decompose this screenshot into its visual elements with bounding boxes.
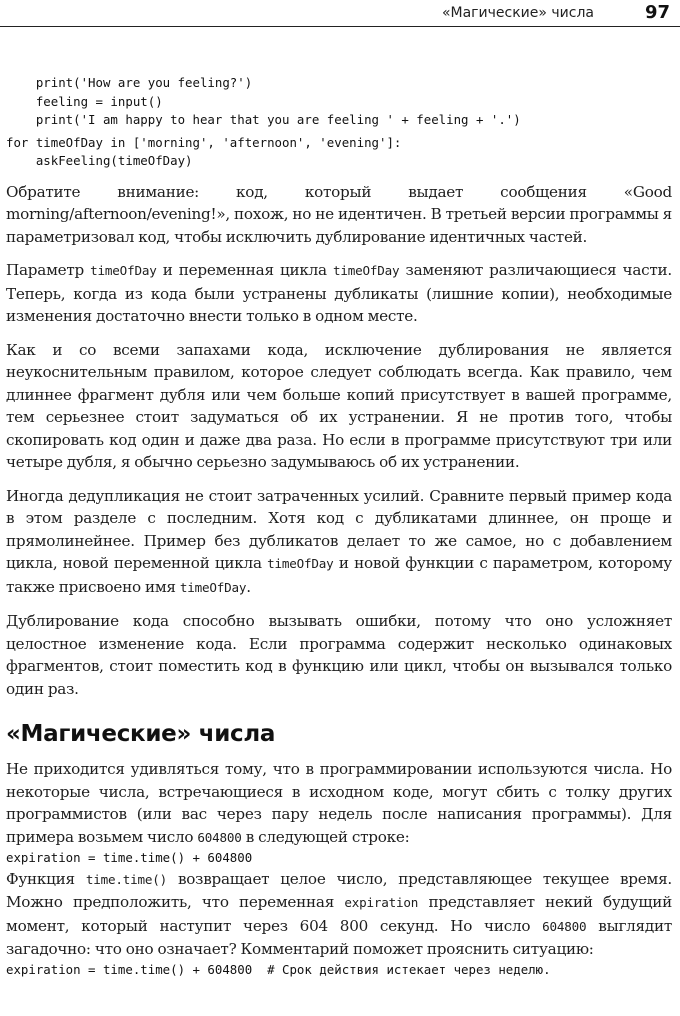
code-line: askFeeling(timeOfDay) xyxy=(6,153,193,168)
text-run: Не приходится удивляться тому, что в программировании используются числа. Но некоторые числа, встречающиеся в исходном коде, могут сбить с толку других программистов (или вас через пару недель после написания программы). Для примера возьмем число xyxy=(6,760,672,846)
code-block-function-body xyxy=(6,74,672,130)
code-line: feeling = input() xyxy=(6,93,163,109)
text-run: возвращает целое число, представляющее текущее время. Можно предположить, что переменная xyxy=(6,869,672,911)
inline-code: expiration xyxy=(344,895,419,910)
code-line: print('How are you feeling?') xyxy=(6,75,253,90)
section-heading: «Магические» числа xyxy=(6,721,276,747)
paragraph-parameter xyxy=(6,259,672,328)
paragraph-duplication-note: Обратите внимание: код, который выдает сообщения «Good morning/afternoon/evening!», похож, но не идентичен. В третьей версии программы я параметризовал код, чтобы исключить дублирование идентичных частей. xyxy=(6,182,672,246)
code-line-expiration-commented: expiration = time.time() + 604800 # Срок действия истекает через неделю. xyxy=(6,961,551,977)
paragraph-time-function xyxy=(6,868,672,961)
inline-code: timeOfDay xyxy=(332,263,400,278)
inline-code: 604800 xyxy=(542,918,587,934)
code-line: print('I am happy to hear that you are feeling ' + feeling + '.') xyxy=(6,112,521,127)
text-run: в следующей строке: xyxy=(241,827,410,846)
text-run: Иногда дедупликация не стоит затраченных усилий. Сравните первый пример кода в этом разделе с последним. Хотя код с дубликатами длиннее, он проще и прямолинейнее. Пример без дубликатов делает то же самое, но с добавлением цикла, новой переменной цикла xyxy=(6,486,672,572)
text-run: и новой функции с параметром, которому также присвоено имя xyxy=(6,554,672,596)
inline-code: time.time() xyxy=(85,871,168,887)
page-number: 97 xyxy=(644,2,670,23)
inline-code: timeOfDay xyxy=(90,263,157,278)
paragraph-deduplication xyxy=(6,485,672,600)
text-run: представляет некий будущий момент, который наступит через 604 800 секунд. Но число xyxy=(6,893,672,935)
code-line: for timeOfDay in ['morning', 'afternoon', 'evening']: xyxy=(6,134,402,150)
text-run: выглядит загадочно: что оно означает? Комментарий поможет прояснить ситуацию: xyxy=(6,916,672,958)
text-run: и переменная цикла xyxy=(156,261,333,279)
text-run: Параметр xyxy=(6,261,91,279)
text-run: . xyxy=(246,577,251,596)
running-title: «Магические» числа xyxy=(441,5,594,21)
page-header xyxy=(0,0,680,28)
code-line-expiration: expiration = time.time() + 604800 xyxy=(6,850,253,865)
code-block-loop xyxy=(6,134,672,171)
inline-code: timeOfDay xyxy=(267,556,334,571)
text-run: Функция xyxy=(6,869,86,888)
paragraph-code-smells: Как и со всеми запахами кода, исключение дублирования не является неукоснительным правилом, которое следует соблюдать всегда. Как правило, чем длиннее фрагмент дубля или чем больше копий присутствует в вашей программе, тем серьезнее стоит задуматься об их устранении. Я не против того, чтобы скопировать код один и даже два раза. Но если в программе присутствуют три или четыре дубля, я обычно серьезно задумываюсь об их устранении. xyxy=(6,340,672,471)
header-rule xyxy=(0,26,680,27)
text-run: заменяют различающиеся части. Теперь, когда из кода были устранены дубликаты (лишние копии), необходимые изменения достаточно внести только в одном месте. xyxy=(6,261,672,325)
paragraph-numbers-intro xyxy=(6,758,672,849)
inline-code: 604800 xyxy=(197,829,242,845)
inline-code: timeOfDay xyxy=(179,579,247,595)
paragraph-duplication-bugs: Дублирование кода способно вызывать ошибки, потому что оно усложняет целостное изменение кода. Если программа содержит несколько одинаковых фрагментов, стоит поместить код в функцию или цикл, чтобы он вызывался только один раз. xyxy=(6,612,672,698)
page-content xyxy=(6,72,672,979)
